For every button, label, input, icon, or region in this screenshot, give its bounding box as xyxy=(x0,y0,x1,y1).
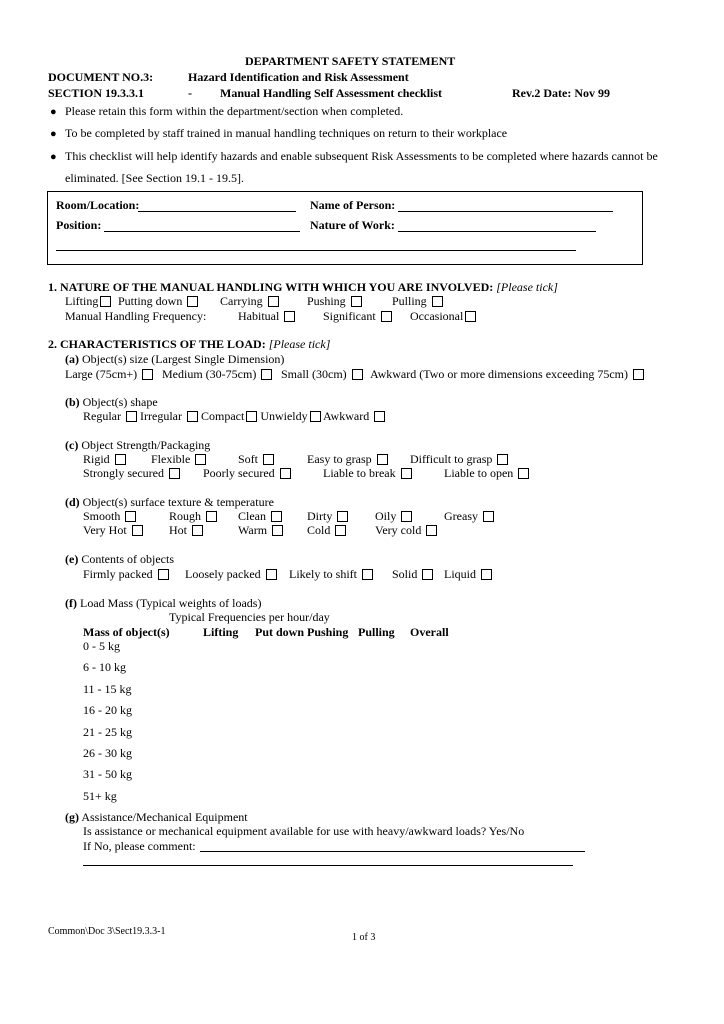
doc-number-label: DOCUMENT NO.3: xyxy=(48,70,154,84)
q1-heading: 1. NATURE OF THE MANUAL HANDLING WITH WHICH YOU ARE INVOLVED: [Please tick] xyxy=(48,280,558,294)
checkbox[interactable] xyxy=(261,369,272,380)
section-label: SECTION 19.3.3.1 xyxy=(48,86,145,100)
q1-option-pushing[interactable]: Pushing xyxy=(307,294,362,309)
q2-heading: 2. CHARACTERISTICS OF THE LOAD: [Please tick] xyxy=(48,337,331,351)
q2f-row: 0 - 5 kg xyxy=(83,639,120,653)
q2c-strongly-secured[interactable]: Strongly secured xyxy=(83,466,180,481)
checkbox[interactable] xyxy=(115,454,126,465)
checkbox[interactable] xyxy=(132,525,143,536)
q2a-option-awkward[interactable]: Awkward (Two or more dimensions exceeding 75cm) xyxy=(370,367,644,382)
q2d-very-hot[interactable]: Very Hot xyxy=(83,523,143,538)
checkbox[interactable] xyxy=(268,296,279,307)
q2f-col-lifting: Lifting xyxy=(203,625,239,639)
checkbox[interactable] xyxy=(362,569,373,580)
q2e-liquid[interactable]: Liquid xyxy=(444,567,492,582)
position-field[interactable] xyxy=(104,219,300,232)
checkbox[interactable] xyxy=(206,511,217,522)
q1-option-pulling[interactable]: Pulling xyxy=(392,294,443,309)
checkbox[interactable] xyxy=(497,454,508,465)
q2c-difficult-grasp[interactable]: Difficult to grasp xyxy=(410,452,508,467)
checkbox[interactable] xyxy=(422,569,433,580)
q2d-hot[interactable]: Hot xyxy=(169,523,203,538)
checkbox[interactable] xyxy=(432,296,443,307)
q2e-firmly-packed[interactable]: Firmly packed xyxy=(83,567,169,582)
info-box-extra-line[interactable] xyxy=(56,250,576,251)
checkbox[interactable] xyxy=(284,311,295,322)
q2a-option-medium[interactable]: Medium (30-75cm) xyxy=(162,367,272,382)
checkbox[interactable] xyxy=(481,569,492,580)
bullet-2: ● xyxy=(50,128,57,140)
checkbox[interactable] xyxy=(633,369,644,380)
bullet-3-continuation: eliminated. [See Section 19.1 - 19.5]. xyxy=(65,171,244,185)
q2a-option-large[interactable]: Large (75cm+) xyxy=(65,367,153,382)
q2c-liable-open[interactable]: Liable to open xyxy=(444,466,529,481)
checkbox[interactable] xyxy=(401,468,412,479)
room-location-label: Room/Location: xyxy=(56,198,140,212)
position-label: Position: xyxy=(56,218,102,232)
checkbox[interactable] xyxy=(142,369,153,380)
checkbox-irregular[interactable] xyxy=(187,411,198,422)
bullet-1-text: Please retain this form within the department/section when completed. xyxy=(65,104,404,118)
bullet-2-text: To be completed by staff trained in manual handling techniques on return to their workplace xyxy=(65,126,508,140)
checkbox[interactable] xyxy=(335,525,346,536)
q2d-rough[interactable]: Rough xyxy=(169,509,217,524)
section-dash: - xyxy=(188,86,192,100)
q2g-comment-line-1[interactable] xyxy=(200,851,585,852)
bullet-3: ● xyxy=(50,151,57,163)
q2g-question: Is assistance or mechanical equipment available for use with heavy/awkward loads? Yes/No xyxy=(83,824,525,838)
q1-freq-habitual[interactable]: Habitual xyxy=(238,309,295,324)
q1-option-carrying[interactable]: Carrying xyxy=(220,294,279,309)
q2d-warm[interactable]: Warm xyxy=(238,523,283,538)
q2f-col-overall: Overall xyxy=(410,625,449,639)
name-of-person-label: Name of Person: xyxy=(310,198,396,212)
checkbox[interactable] xyxy=(401,511,412,522)
room-location-field[interactable] xyxy=(138,199,296,212)
checkbox[interactable] xyxy=(125,511,136,522)
revision-date: Rev.2 Date: Nov 99 xyxy=(512,86,610,100)
q2c-easy-grasp[interactable]: Easy to grasp xyxy=(307,452,388,467)
checkbox-compact[interactable] xyxy=(246,411,257,422)
bullet-3-text: This checklist will help identify hazards and enable subsequent Risk Assessments to be completed where hazards cannot be xyxy=(65,149,658,163)
q2e-solid[interactable]: Solid xyxy=(392,567,433,582)
q2b-title: (b) Object(s) shape xyxy=(65,395,158,409)
q2f-subtitle: Typical Frequencies per hour/day xyxy=(169,610,330,624)
q1-freq-occasional[interactable]: Occasional xyxy=(410,309,476,324)
q2c-flexible[interactable]: Flexible xyxy=(151,452,206,467)
q2f-row: 6 - 10 kg xyxy=(83,660,126,674)
q1-option-putting-down[interactable]: Putting down xyxy=(118,294,198,309)
q1-frequency-label: Manual Handling Frequency: xyxy=(65,309,207,323)
q2c-poorly-secured[interactable]: Poorly secured xyxy=(203,466,291,481)
q2b-options: Regular Irregular Compact Unwieldy Awkward xyxy=(83,409,385,424)
checkbox[interactable] xyxy=(337,511,348,522)
q2d-very-cold[interactable]: Very cold xyxy=(375,523,437,538)
q2f-row: 26 - 30 kg xyxy=(83,746,132,760)
checkbox-awkward[interactable] xyxy=(374,411,385,422)
name-of-person-field[interactable] xyxy=(398,199,613,212)
checkbox-regular[interactable] xyxy=(126,411,137,422)
q2d-clean[interactable]: Clean xyxy=(238,509,282,524)
q1-freq-significant[interactable]: Significant xyxy=(323,309,392,324)
q2g-comment-label: If No, please comment: xyxy=(83,839,196,853)
checkbox[interactable] xyxy=(158,569,169,580)
q2e-likely-to-shift[interactable]: Likely to shift xyxy=(289,567,373,582)
q2c-soft[interactable]: Soft xyxy=(238,452,274,467)
q2d-title: (d) Object(s) surface texture & temperature xyxy=(65,495,274,509)
q2f-row: 16 - 20 kg xyxy=(83,703,132,717)
q2d-smooth[interactable]: Smooth xyxy=(83,509,136,524)
q2f-title: (f) Load Mass (Typical weights of loads) xyxy=(65,596,262,610)
q2a-title: (a) Object(s) size (Largest Single Dimension) xyxy=(65,352,285,366)
checkbox[interactable] xyxy=(381,311,392,322)
q2d-greasy[interactable]: Greasy xyxy=(444,509,494,524)
q1-option-lifting[interactable]: Lifting xyxy=(65,294,111,309)
nature-of-work-label: Nature of Work: xyxy=(310,218,395,232)
checkbox-unwieldy[interactable] xyxy=(310,411,321,422)
q2f-col-pushing: Pushing xyxy=(307,625,349,639)
checkbox[interactable] xyxy=(483,511,494,522)
checkbox[interactable] xyxy=(192,525,203,536)
q2f-col-mass: Mass of object(s) xyxy=(83,625,170,639)
checkbox[interactable] xyxy=(169,468,180,479)
q2d-dirty[interactable]: Dirty xyxy=(307,509,348,524)
checkbox[interactable] xyxy=(465,311,476,322)
checkbox[interactable] xyxy=(351,296,362,307)
checkbox[interactable] xyxy=(377,454,388,465)
bullet-1: ● xyxy=(50,106,57,118)
nature-of-work-field[interactable] xyxy=(398,219,596,232)
q2f-col-put-down: Put down xyxy=(255,625,305,639)
q2c-liable-break[interactable]: Liable to break xyxy=(323,466,412,481)
checkbox[interactable] xyxy=(280,468,291,479)
q2c-title: (c) Object Strength/Packaging xyxy=(65,438,211,452)
q2f-row: 31 - 50 kg xyxy=(83,767,132,781)
section-title: Manual Handling Self Assessment checklist xyxy=(220,86,443,100)
doc-number-title: Hazard Identification and Risk Assessment xyxy=(188,70,409,84)
checkbox[interactable] xyxy=(272,525,283,536)
q2d-oily[interactable]: Oily xyxy=(375,509,412,524)
checkbox[interactable] xyxy=(352,369,363,380)
q2-tick-note: [Please tick] xyxy=(268,337,331,351)
checkbox[interactable] xyxy=(271,511,282,522)
q2f-col-pulling: Pulling xyxy=(358,625,395,639)
checkbox[interactable] xyxy=(263,454,274,465)
q2f-row: 11 - 15 kg xyxy=(83,682,132,696)
page-number: 1 of 3 xyxy=(352,932,376,943)
checkbox[interactable] xyxy=(195,454,206,465)
checkbox[interactable] xyxy=(266,569,277,580)
q2e-loosely-packed[interactable]: Loosely packed xyxy=(185,567,277,582)
q2a-option-small[interactable]: Small (30cm) xyxy=(281,367,363,382)
q2c-rigid[interactable]: Rigid xyxy=(83,452,126,467)
footer-path: Common\Doc 3\Sect19.3.3-1 xyxy=(48,926,166,937)
q2e-title: (e) Contents of objects xyxy=(65,552,174,566)
q2g-title: (g) Assistance/Mechanical Equipment xyxy=(65,810,248,824)
checkbox[interactable] xyxy=(426,525,437,536)
checkbox[interactable] xyxy=(518,468,529,479)
q1-tick-note: [Please tick] xyxy=(496,280,558,294)
q2f-row: 21 - 25 kg xyxy=(83,725,132,739)
q2d-cold[interactable]: Cold xyxy=(307,523,346,538)
doc-title: DEPARTMENT SAFETY STATEMENT xyxy=(245,54,456,68)
q2f-row: 51+ kg xyxy=(83,789,117,803)
checkbox[interactable] xyxy=(187,296,198,307)
q2g-comment-line-2[interactable] xyxy=(83,865,573,866)
checkbox[interactable] xyxy=(100,296,111,307)
